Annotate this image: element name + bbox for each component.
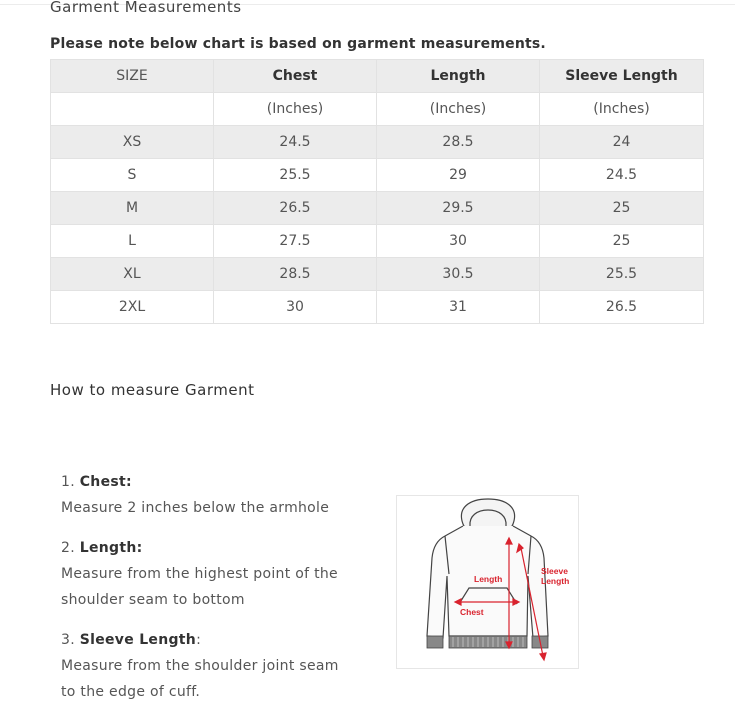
instruction-number: 1. [61,474,75,490]
cell-length: 29.5 [377,192,540,225]
instruction-number: 3. [61,632,75,648]
cell-length: 30 [377,225,540,258]
cell-sleeve-length: 24.5 [540,159,704,192]
cell-size: L [51,225,214,258]
cell-size: 2XL [51,291,214,324]
instruction-colon: : [196,632,202,648]
instruction-number: 2. [61,540,75,556]
table-header-row [51,60,704,93]
figure-label-chest: Chest [460,607,484,617]
cell-length: 30.5 [377,258,540,291]
cell-chest: 24.5 [214,126,377,159]
table-units-row [51,93,704,126]
instruction-length-text-2: shoulder seam to bottom [61,592,245,608]
cell-sleeve-length: 25.5 [540,258,704,291]
header-length: Length [377,60,540,93]
hoodie-icon [397,496,578,668]
table-row [51,192,704,225]
cell-sleeve-length: 24 [540,126,704,159]
unit-chest: (Inches) [214,93,377,126]
chart-note: Please note below chart is based on garment measurements. [50,36,546,52]
header-size: SIZE [51,60,214,93]
size-chart-table [50,59,704,324]
instruction-chest-text: Measure 2 inches below the armhole [61,500,330,516]
instruction-sleeve-text-2: to the edge of cuff. [61,684,201,700]
how-to-measure-title: How to measure Garment [50,381,255,399]
cell-chest: 30 [214,291,377,324]
instruction-sleeve-text-1: Measure from the shoulder joint seam [61,658,339,674]
unit-sleeve-length: (Inches) [540,93,704,126]
cell-sleeve-length: 25 [540,192,704,225]
instruction-title: Sleeve Length [79,632,197,648]
cell-size: XS [51,126,214,159]
table-row [51,258,704,291]
table-row [51,159,704,192]
cell-sleeve-length: 25 [540,225,704,258]
instruction-title: Length: [79,540,143,556]
cell-sleeve-length: 26.5 [540,291,704,324]
figure-label-sleeve-1: Sleeve [541,566,568,576]
cell-length: 29 [377,159,540,192]
instruction-length-text-1: Measure from the highest point of the [61,566,338,582]
cell-length: 31 [377,291,540,324]
cell-chest: 26.5 [214,192,377,225]
figure-label-length: Length [474,574,503,584]
cell-size: M [51,192,214,225]
cell-chest: 27.5 [214,225,377,258]
figure-label-sleeve-2: Length [541,576,570,586]
cell-size: S [51,159,214,192]
cell-size: XL [51,258,214,291]
cell-chest: 25.5 [214,159,377,192]
instruction-title: Chest: [79,474,132,490]
table-row [51,225,704,258]
header-chest: Chest [214,60,377,93]
hoodie-measurement-figure [396,495,579,669]
header-sleeve-length: Sleeve Length [540,60,704,93]
table-row [51,291,704,324]
instruction-chest-heading [61,474,132,490]
instruction-length-heading [61,540,143,556]
unit-size [51,93,214,126]
table-row [51,126,704,159]
page-title: Garment Measurements [50,0,242,16]
cell-length: 28.5 [377,126,540,159]
instruction-sleeve-heading [61,632,201,648]
unit-length: (Inches) [377,93,540,126]
cell-chest: 28.5 [214,258,377,291]
